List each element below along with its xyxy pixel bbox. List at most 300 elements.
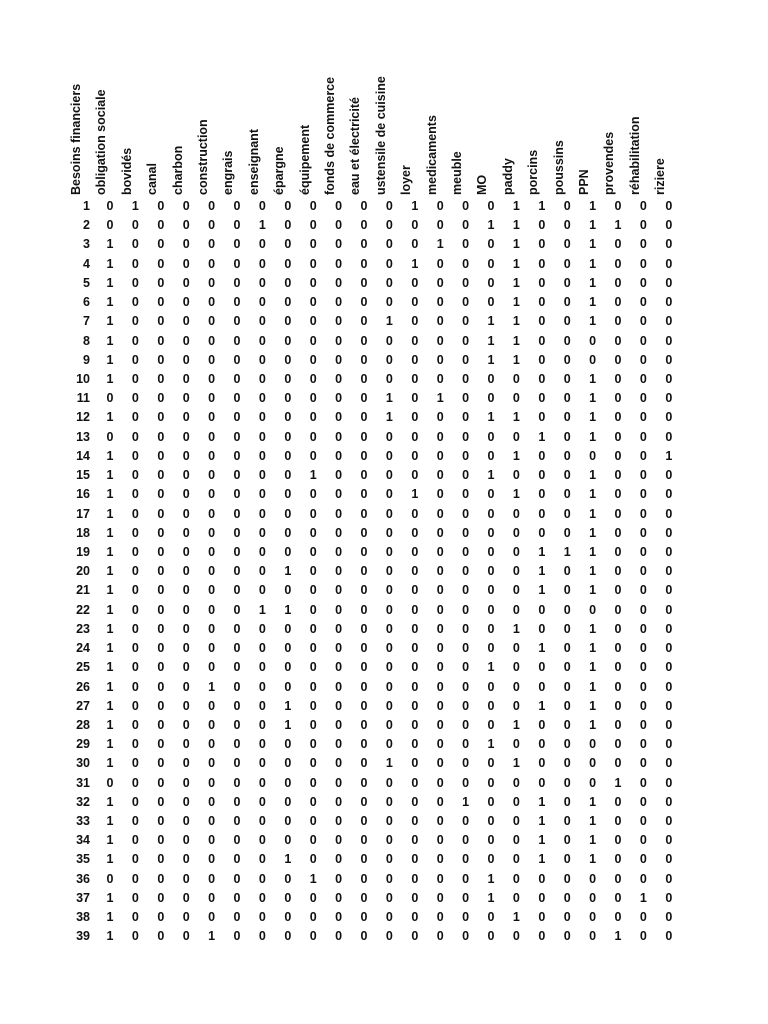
table-cell: 0 (436, 737, 444, 752)
table-cell: 1 (512, 256, 520, 271)
table-cell: 0 (512, 814, 520, 829)
table-cell: 0 (487, 448, 495, 463)
table-cell: 0 (309, 218, 317, 233)
table-cell: 0 (360, 448, 368, 463)
table-cell: 1 (411, 256, 419, 271)
table-cell: 0 (360, 295, 368, 310)
table-cell: 0 (614, 410, 622, 425)
table-cell: 1 (589, 660, 597, 675)
table-cell: 0 (131, 506, 139, 521)
table-cell: 0 (182, 833, 190, 848)
table-cell: 0 (208, 717, 216, 732)
table-cell: 0 (563, 391, 571, 406)
table-cell: 0 (360, 833, 368, 848)
table-cell: 0 (563, 871, 571, 886)
table-cell: 0 (182, 756, 190, 771)
table-cell: 0 (462, 583, 470, 598)
table-cell: 0 (284, 218, 292, 233)
column-header-label: fonds de commerce (323, 76, 337, 195)
table-cell: 0 (182, 814, 190, 829)
table-cell: 0 (665, 660, 673, 675)
table-cell: 0 (665, 352, 673, 367)
table-cell: 1 (106, 641, 114, 656)
table-cell: 0 (563, 506, 571, 521)
table-cell: 0 (411, 929, 419, 944)
table-cell: 0 (462, 218, 470, 233)
table-cell: 0 (182, 717, 190, 732)
table-cell: 1 (589, 679, 597, 694)
table-cell: 0 (182, 564, 190, 579)
table-cell: 0 (360, 333, 368, 348)
table-cell: 0 (512, 641, 520, 656)
table-cell: 0 (563, 371, 571, 386)
table-cell: 0 (131, 871, 139, 886)
table-cell: 0 (335, 506, 343, 521)
table-cell: 0 (208, 833, 216, 848)
table-cell: 0 (284, 775, 292, 790)
table-cell: 0 (233, 910, 241, 925)
table-cell: 0 (589, 602, 597, 617)
table-cell: 0 (385, 487, 393, 502)
table-cell: 0 (462, 352, 470, 367)
table-cell: 0 (258, 333, 266, 348)
table-cell: 0 (462, 621, 470, 636)
table-cell: 0 (665, 794, 673, 809)
table-cell: 0 (182, 468, 190, 483)
row-number: 25 (76, 660, 90, 675)
table-cell: 1 (538, 698, 546, 713)
table-cell: 0 (462, 660, 470, 675)
table-cell: 0 (436, 314, 444, 329)
table-cell: 0 (512, 833, 520, 848)
table-cell: 0 (436, 506, 444, 521)
table-cell: 0 (436, 583, 444, 598)
row-number: 4 (83, 256, 90, 271)
table-cell: 0 (538, 468, 546, 483)
table-cell: 0 (335, 564, 343, 579)
table-cell: 1 (106, 371, 114, 386)
table-cell: 1 (487, 333, 495, 348)
table-cell: 0 (284, 275, 292, 290)
table-cell: 0 (411, 295, 419, 310)
table-cell: 0 (157, 487, 165, 502)
table-cell: 0 (614, 679, 622, 694)
table-cell: 0 (284, 468, 292, 483)
table-cell: 0 (335, 679, 343, 694)
row-number: 39 (76, 929, 90, 944)
table-cell: 0 (309, 660, 317, 675)
table-cell: 0 (258, 199, 266, 213)
table-cell: 0 (385, 295, 393, 310)
table-cell: 1 (487, 410, 495, 425)
row-number: 21 (76, 583, 90, 598)
table-cell: 0 (309, 890, 317, 905)
table-cell: 0 (639, 717, 647, 732)
table-cell: 0 (233, 391, 241, 406)
table-cell: 0 (131, 333, 139, 348)
table-cell: 0 (233, 775, 241, 790)
table-cell: 0 (309, 641, 317, 656)
table-cell: 0 (538, 487, 546, 502)
table-cell: 0 (233, 468, 241, 483)
table-cell: 1 (106, 814, 114, 829)
table-cell: 0 (411, 814, 419, 829)
table-cell: 0 (436, 890, 444, 905)
table-cell: 0 (258, 660, 266, 675)
table-cell: 0 (614, 814, 622, 829)
table-cell: 0 (157, 698, 165, 713)
table-cell: 0 (385, 448, 393, 463)
table-cell: 0 (614, 641, 622, 656)
table-cell: 0 (360, 237, 368, 252)
table-cell: 1 (106, 314, 114, 329)
table-cell: 0 (208, 525, 216, 540)
table-cell: 0 (335, 468, 343, 483)
table-cell: 0 (462, 429, 470, 444)
table-cell: 0 (563, 929, 571, 944)
table-cell: 0 (284, 544, 292, 559)
table-cell: 1 (106, 833, 114, 848)
table-cell: 0 (131, 775, 139, 790)
row-number: 3 (83, 237, 90, 252)
table-cell: 0 (233, 698, 241, 713)
table-cell: 0 (487, 717, 495, 732)
table-cell: 0 (665, 602, 673, 617)
table-cell: 0 (182, 295, 190, 310)
table-cell: 0 (182, 525, 190, 540)
row-number: 18 (76, 525, 90, 540)
table-cell: 0 (411, 852, 419, 867)
table-cell: 0 (512, 737, 520, 752)
table-cell: 0 (208, 275, 216, 290)
table-cell: 0 (385, 641, 393, 656)
table-cell: 0 (436, 295, 444, 310)
table-cell: 0 (284, 333, 292, 348)
table-cell: 0 (131, 218, 139, 233)
table-cell: 0 (563, 410, 571, 425)
table-cell: 0 (385, 871, 393, 886)
table-cell: 1 (512, 410, 520, 425)
table-cell: 0 (538, 929, 546, 944)
table-cell: 0 (436, 775, 444, 790)
table-cell: 1 (538, 199, 546, 213)
table-cell: 0 (258, 775, 266, 790)
table-cell: 0 (335, 487, 343, 502)
table-cell: 0 (208, 698, 216, 713)
table-cell: 0 (411, 756, 419, 771)
table-cell: 0 (538, 391, 546, 406)
table-cell: 1 (106, 256, 114, 271)
table-cell: 0 (665, 333, 673, 348)
table-cell: 0 (639, 275, 647, 290)
table-cell: 0 (385, 717, 393, 732)
table-cell: 0 (233, 756, 241, 771)
table-cell: 0 (258, 756, 266, 771)
table-cell: 0 (462, 544, 470, 559)
column-header-label: PPN (577, 169, 591, 195)
table-cell: 0 (538, 890, 546, 905)
table-cell: 0 (614, 544, 622, 559)
table-cell: 0 (487, 506, 495, 521)
table-cell: 0 (411, 525, 419, 540)
table-cell: 0 (335, 910, 343, 925)
column-header-label: ustensile de cuisine (373, 76, 388, 195)
table-cell: 0 (360, 468, 368, 483)
table-cell: 0 (639, 602, 647, 617)
table-cell: 0 (487, 295, 495, 310)
table-cell: 0 (157, 890, 165, 905)
table-cell: 0 (665, 890, 673, 905)
table-cell: 0 (284, 352, 292, 367)
table-cell: 0 (309, 833, 317, 848)
table-cell: 1 (487, 352, 495, 367)
row-number: 15 (76, 468, 90, 483)
table-cell: 0 (360, 506, 368, 521)
table-cell: 0 (360, 218, 368, 233)
table-cell: 0 (131, 583, 139, 598)
table-cell: 0 (665, 544, 673, 559)
table-cell: 0 (563, 256, 571, 271)
table-cell: 0 (436, 468, 444, 483)
table-cell: 0 (538, 621, 546, 636)
table-cell: 0 (385, 698, 393, 713)
table-cell: 0 (335, 890, 343, 905)
table-cell: 0 (411, 641, 419, 656)
table-cell: 0 (157, 794, 165, 809)
table-cell: 0 (106, 775, 114, 790)
table-cell: 0 (436, 698, 444, 713)
table-cell: 0 (335, 756, 343, 771)
table-cell: 0 (157, 910, 165, 925)
table-cell: 0 (665, 410, 673, 425)
table-cell: 1 (411, 199, 419, 213)
table-cell: 0 (360, 814, 368, 829)
table-cell: 0 (335, 237, 343, 252)
table-cell: 0 (208, 890, 216, 905)
table-cell: 0 (131, 756, 139, 771)
table-cell: 0 (538, 448, 546, 463)
table-cell: 0 (462, 679, 470, 694)
table-cell: 1 (106, 583, 114, 598)
table-cell: 0 (563, 429, 571, 444)
table-cell: 0 (462, 506, 470, 521)
table-cell: 0 (462, 410, 470, 425)
table-cell: 0 (335, 371, 343, 386)
table-cell: 0 (309, 698, 317, 713)
table-cell: 0 (462, 468, 470, 483)
table-cell: 0 (233, 833, 241, 848)
table-cell: 0 (335, 352, 343, 367)
table-cell: 1 (589, 717, 597, 732)
table-cell: 0 (538, 314, 546, 329)
table-cell: 0 (233, 237, 241, 252)
table-cell: 0 (182, 641, 190, 656)
table-cell: 0 (335, 814, 343, 829)
table-cell: 0 (462, 275, 470, 290)
table-cell: 0 (360, 564, 368, 579)
table-cell: 0 (411, 660, 419, 675)
table-cell: 0 (639, 237, 647, 252)
table-cell: 0 (487, 756, 495, 771)
table-cell: 0 (385, 583, 393, 598)
table-cell: 0 (639, 641, 647, 656)
table-cell: 0 (411, 871, 419, 886)
table-cell: 0 (639, 506, 647, 521)
table-cell: 1 (512, 448, 520, 463)
row-number: 27 (76, 698, 90, 713)
table-cell: 0 (360, 717, 368, 732)
table-cell: 0 (385, 468, 393, 483)
table-cell: 0 (258, 621, 266, 636)
table-cell: 0 (284, 256, 292, 271)
table-cell: 0 (639, 314, 647, 329)
table-cell: 0 (385, 929, 393, 944)
table-cell: 1 (512, 352, 520, 367)
row-number: 31 (76, 775, 90, 790)
table-cell: 0 (131, 717, 139, 732)
table-cell: 1 (512, 621, 520, 636)
table-cell: 0 (462, 295, 470, 310)
table-cell: 0 (208, 506, 216, 521)
table-cell: 0 (284, 391, 292, 406)
table-cell: 0 (512, 429, 520, 444)
table-cell: 1 (106, 468, 114, 483)
table-cell: 0 (131, 833, 139, 848)
table-cell: 0 (436, 871, 444, 886)
table-cell: 0 (614, 890, 622, 905)
table-cell: 0 (512, 544, 520, 559)
table-cell: 0 (131, 890, 139, 905)
table-cell: 0 (487, 256, 495, 271)
table-cell: 0 (284, 871, 292, 886)
table-cell: 1 (284, 698, 292, 713)
table-cell: 0 (131, 814, 139, 829)
table-cell: 0 (131, 564, 139, 579)
table-cell: 0 (665, 737, 673, 752)
table-cell: 1 (665, 448, 673, 463)
table-cell: 0 (436, 410, 444, 425)
table-cell: 0 (335, 833, 343, 848)
table-cell: 0 (639, 544, 647, 559)
table-cell: 0 (411, 448, 419, 463)
table-cell: 1 (106, 852, 114, 867)
table-cell: 0 (309, 275, 317, 290)
table-cell: 0 (411, 679, 419, 694)
table-cell: 0 (411, 218, 419, 233)
table-cell: 1 (512, 717, 520, 732)
table-cell: 0 (182, 352, 190, 367)
table-cell: 0 (538, 506, 546, 521)
table-cell: 0 (563, 352, 571, 367)
table-cell: 0 (258, 448, 266, 463)
table-cell: 1 (589, 295, 597, 310)
table-cell: 0 (665, 487, 673, 502)
table-cell: 0 (563, 333, 571, 348)
table-cell: 1 (589, 852, 597, 867)
table-cell: 1 (106, 506, 114, 521)
table-cell: 0 (360, 794, 368, 809)
row-number: 14 (76, 448, 90, 463)
table-cell: 0 (131, 679, 139, 694)
table-cell: 0 (233, 679, 241, 694)
table-cell: 0 (538, 410, 546, 425)
table-cell: 0 (563, 775, 571, 790)
table-cell: 0 (182, 602, 190, 617)
table-cell: 1 (106, 602, 114, 617)
table-cell: 0 (233, 717, 241, 732)
table-cell: 1 (589, 391, 597, 406)
table-cell: 0 (563, 564, 571, 579)
table-cell: 0 (563, 295, 571, 310)
table-cell: 0 (131, 468, 139, 483)
table-cell: 0 (284, 641, 292, 656)
table-cell: 1 (589, 371, 597, 386)
table-cell: 1 (512, 295, 520, 310)
table-cell: 0 (309, 410, 317, 425)
table-cell: 0 (436, 833, 444, 848)
row-number: 38 (76, 910, 90, 925)
table-cell: 0 (462, 602, 470, 617)
table-cell: 0 (385, 737, 393, 752)
table-cell: 0 (335, 295, 343, 310)
table-cell: 1 (106, 717, 114, 732)
table-cell: 0 (512, 871, 520, 886)
table-cell: 1 (106, 448, 114, 463)
table-cell: 0 (106, 871, 114, 886)
table-cell: 0 (309, 525, 317, 540)
table-cell: 0 (639, 833, 647, 848)
table-cell: 1 (589, 237, 597, 252)
table-cell: 0 (411, 910, 419, 925)
column-header-label: épargne (272, 146, 287, 195)
table-cell: 0 (106, 218, 114, 233)
table-cell: 0 (665, 833, 673, 848)
table-cell: 0 (284, 199, 292, 213)
table-cell: 0 (360, 698, 368, 713)
table-cell: 1 (487, 660, 495, 675)
table-cell: 1 (614, 775, 622, 790)
table-cell: 0 (131, 641, 139, 656)
table-cell: 0 (284, 737, 292, 752)
table-cell: 0 (182, 487, 190, 502)
table-cell: 0 (258, 852, 266, 867)
table-cell: 0 (665, 525, 673, 540)
table-cell: 0 (487, 487, 495, 502)
table-cell: 1 (538, 429, 546, 444)
table-cell: 0 (563, 890, 571, 905)
table-cell: 0 (385, 910, 393, 925)
table-cell: 0 (360, 929, 368, 944)
table-cell: 0 (436, 525, 444, 540)
table-cell: 0 (411, 314, 419, 329)
table-cell: 0 (360, 910, 368, 925)
table-cell: 0 (258, 410, 266, 425)
table-cell: 0 (487, 237, 495, 252)
table-cell: 0 (233, 544, 241, 559)
table-cell: 0 (309, 583, 317, 598)
table-cell: 0 (131, 737, 139, 752)
table-cell: 0 (360, 602, 368, 617)
table-cell: 0 (157, 218, 165, 233)
table-cell: 1 (538, 814, 546, 829)
table-cell: 0 (157, 756, 165, 771)
table-cell: 0 (182, 410, 190, 425)
table-cell: 0 (462, 641, 470, 656)
table-cell: 1 (538, 583, 546, 598)
table-cell: 0 (589, 737, 597, 752)
table-cell: 1 (512, 910, 520, 925)
table-cell: 0 (182, 544, 190, 559)
